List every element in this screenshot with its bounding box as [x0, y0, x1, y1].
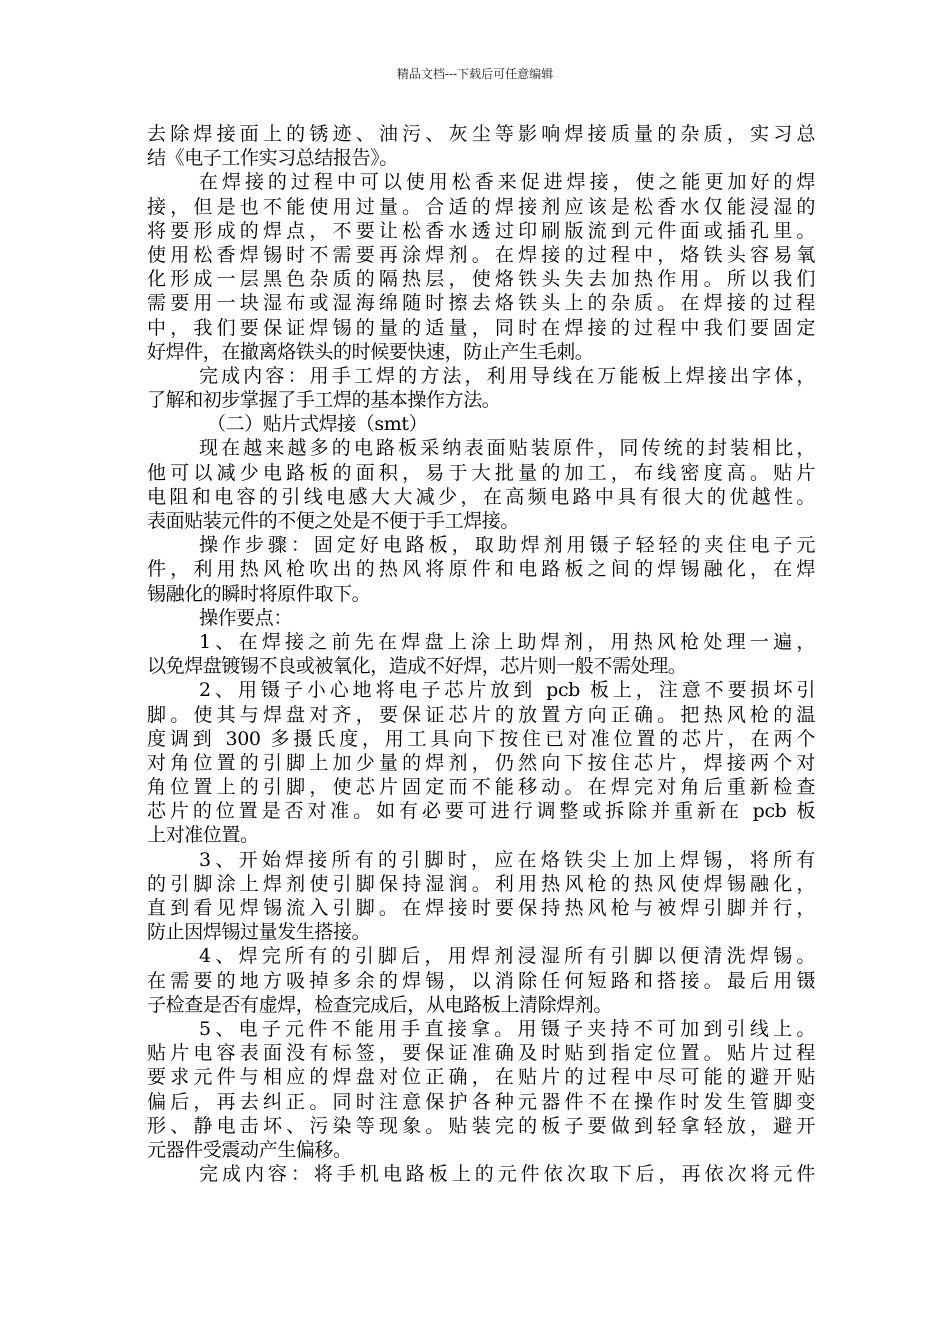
text-line: 1、在焊接之前先在焊盘上涂上助焊剂，用热风枪处理一遍，: [199, 630, 815, 653]
text-line: 件，利用热风枪吹出的热风将原件和电路板之间的焊锡融化，在焊: [147, 558, 815, 581]
document-body: [147, 122, 815, 1186]
text-line: 2、用镊子小心地将电子芯片放到 pcb 板上，注意不要损坏引: [199, 679, 815, 702]
text-line: 他可以减少电路板的面积，易于大批量的加工，布线密度高。贴片: [147, 461, 815, 484]
text-line: 操作步骤：固定好电路板，取助焊剂用镊子轻轻的夹住电子元: [199, 534, 815, 557]
page-header: 精品文档---下载后可任意编辑: [396, 67, 554, 81]
text-line: 接，但是也不能使用过量。合适的焊接剂应该是松香水仅能浸湿的: [147, 195, 815, 218]
text-line: （二）贴片式焊接（smt）: [207, 413, 428, 436]
text-line: 形、静电击坏、污染等现象。贴装完的板子要做到轻拿轻放，避开: [147, 1114, 815, 1137]
text-line: 将要形成的焊点，不要让松香水透过印刷版流到元件面或插孔里。: [147, 219, 815, 242]
text-line: 要求元件与相应的焊盘对位正确，在贴片的过程中尽可能的避开贴: [147, 1066, 815, 1089]
text-line: 对角位置的引脚上加少量的焊剂，仍然向下按住芯片，焊接两个对: [147, 751, 815, 774]
text-line: 贴片电容表面没有标签，要保证准确及时贴到指定位置。贴片过程: [147, 1042, 815, 1065]
text-line: 电阻和电容的引线电感大大减少，在高频电路中具有很大的优越性。: [147, 485, 815, 508]
text-line: 完成内容：用手工焊的方法，利用导线在万能板上焊接出字体，: [199, 364, 815, 387]
text-line: 好焊件，在撤离烙铁头的时候要快速，防止产生毛刺。: [147, 340, 594, 363]
text-line: 5、电子元件不能用手直接拿。用镊子夹持不可加到引线上。: [199, 1017, 815, 1040]
text-line: 子检查是否有虚焊，检查完成后，从电路板上清除焊剂。: [147, 993, 613, 1016]
text-line: 上对准位置。: [147, 824, 259, 847]
text-line: 4、焊完所有的引脚后，用焊剂浸湿所有引脚以便清洗焊锡。: [199, 945, 815, 968]
text-line: 防止因焊锡过量发生搭接。: [147, 921, 371, 944]
text-line: 去除焊接面上的锈迹、油污、灰尘等影响焊接质量的杂质，实习总: [147, 123, 815, 145]
text-line: 脚。使其与焊盘对齐，要保证芯片的放置方向正确。把热风枪的温: [147, 703, 815, 726]
text-line: 直到看见焊锡流入引脚。在焊接时要保持热风枪与被焊引脚并行，: [147, 897, 815, 919]
text-line: 3、开始焊接所有的引脚时，应在烙铁尖上加上焊锡，将所有: [199, 848, 815, 871]
text-line: 锡融化的瞬时将原件取下。: [147, 582, 371, 605]
text-line: 度调到 300 多摄氏度，用工具向下按住已对准位置的芯片，在两个: [147, 727, 815, 750]
text-line: 在焊接的过程中可以使用松香来促进焊接，使之能更加好的焊: [199, 171, 815, 194]
text-line: 了解和初步掌握了手工焊的基本操作方法。: [147, 389, 501, 412]
text-line: 表面贴装元件的不便之处是不便于手工焊接。: [147, 510, 520, 532]
text-line: 的引脚涂上焊剂使引脚保持湿润。利用热风枪的热风使焊锡融化，: [147, 872, 815, 895]
text-line: 结《电子工作实习总结报告》。: [147, 147, 398, 170]
text-line: 元器件受震动产生偏移。: [147, 1138, 352, 1161]
text-line: 芯片的位置是否对准。如有必要可进行调整或拆除并重新在 pcb 板: [147, 800, 815, 823]
text-line: 操作要点：: [199, 606, 293, 629]
text-line: 使用松香焊锡时不需要再涂焊剂。在焊接的过程中，烙铁头容易氧: [147, 243, 815, 266]
text-line: 中，我们要保证焊锡的量的适量，同时在焊接的过程中我们要固定: [147, 316, 815, 339]
text-line: 偏后，再去纠正。同时注意保护各种元器件不在操作时发生管脚变: [147, 1090, 815, 1113]
text-line: 现在越来越多的电路板采纳表面贴装原件，同传统的封装相比，: [199, 437, 815, 460]
text-line: 需要用一块湿布或湿海绵随时擦去烙铁头上的杂质。在焊接的过程: [147, 292, 815, 315]
text-line: 在需要的地方吸掉多余的焊锡，以消除任何短路和搭接。最后用镊: [147, 969, 815, 992]
text-line: 角位置上的引脚，使芯片固定而不能移动。在焊完对角后重新检查: [147, 776, 815, 799]
text-line: 化形成一层黑色杂质的隔热层，使烙铁头失去加热作用。所以我们: [147, 268, 815, 291]
text-line: 完成内容：将手机电路板上的元件依次取下后，再依次将元件: [199, 1163, 815, 1186]
text-line: 以免焊盘镀锡不良或被氧化，造成不好焊，芯片则一般不需处理。: [147, 655, 687, 678]
